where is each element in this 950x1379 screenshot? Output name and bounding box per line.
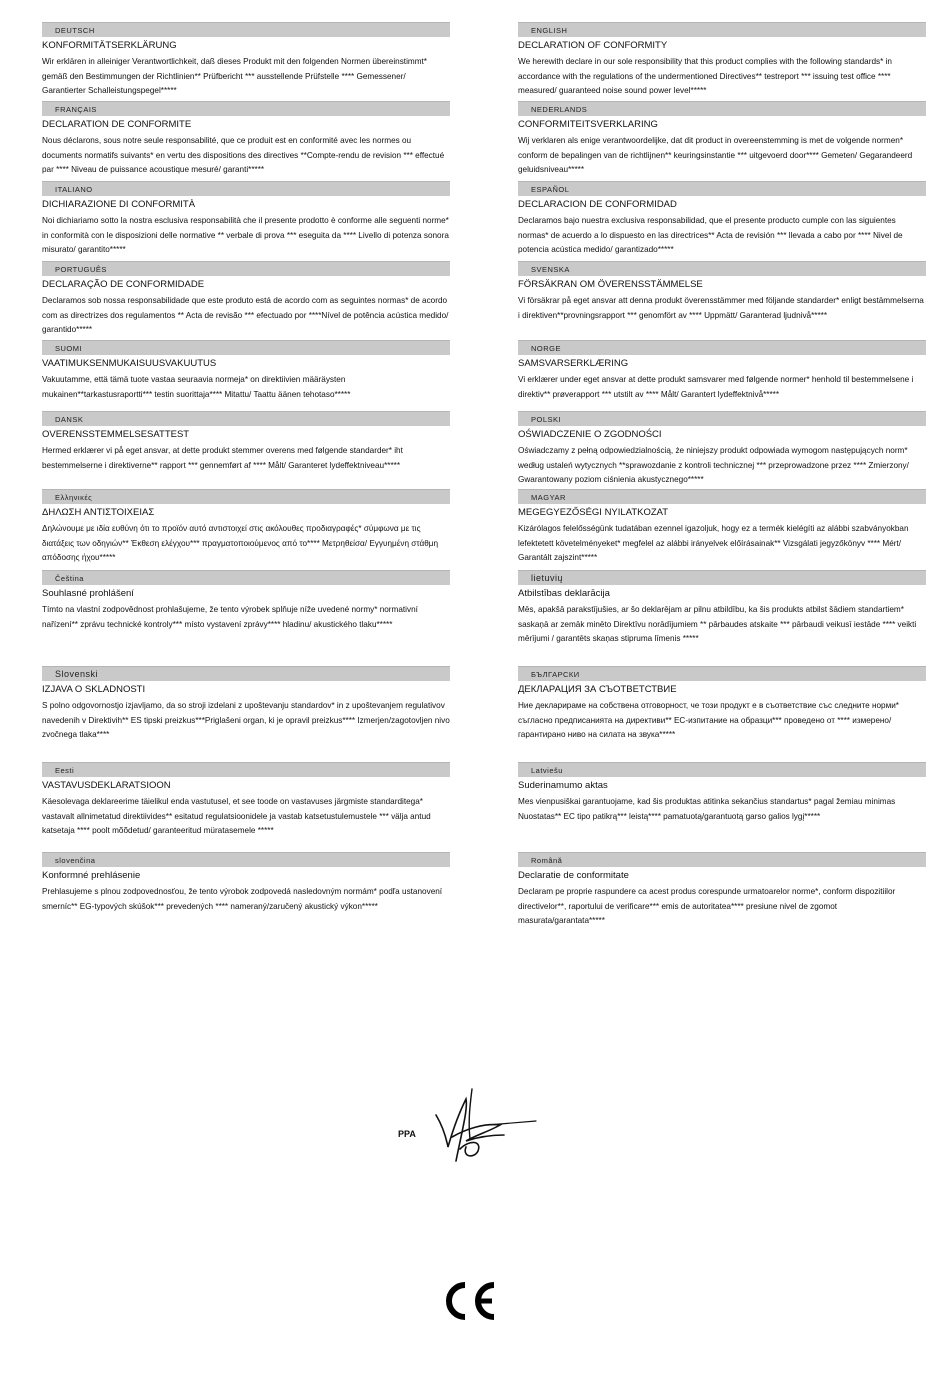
section-title: VAATIMUKSENMUKAISUUSVAKUUTUS <box>42 358 217 369</box>
section-header: NORGE <box>518 340 926 355</box>
section-espanol <box>518 181 926 258</box>
section-header: Slovenski <box>42 666 450 681</box>
section-deutsch <box>42 22 450 99</box>
section-title: DECLARATION DE CONFORMITE <box>42 119 192 130</box>
section-title: Declaratie de conformitate <box>518 870 629 881</box>
section-text: Declaram pe proprie raspundere ca acest produs corespunde urmatoarelor norme*, conform dispozitiilor directivelor**, raportului de verificare*** emis de autoritatea**** presiune nivel de zgomot masurata/garantata***** <box>518 887 896 925</box>
section-norge <box>518 340 926 402</box>
section-title: KONFORMITÄTSERKLÄRUNG <box>42 40 177 51</box>
section-latviesu <box>518 762 926 824</box>
section-text: Prehlasujeme s plnou zodpovednosťou, že tento výrobok zodpovedá nasledovným normám* podľa ustanovení smerníc** EG-typových skúšok*** prevedených **** nameraný/zaručený akustický výkon***** <box>42 887 443 911</box>
section-bulgarski <box>518 666 926 743</box>
section-text: Tímto na vlastní zodpovědnost prohlašujeme, že tento výrobek splňuje níže uvedené normy* normativní nařízení** zprávu technické kontroly*** místo vystavení zprávy**** hladinu/ akustického tlaku***** <box>42 605 418 629</box>
section-ellinika <box>42 489 450 566</box>
section-title: Suderinamumo aktas <box>518 780 608 791</box>
section-francais <box>42 101 450 178</box>
section-text: Käesolevaga deklareerime täielikul enda vastutusel, et see toode on vastavuses järgmiste standarditega* vastavalt allnimetatud direktiivides** esitatud regulatsioonidele ja vastab katsetustulemustele *** välja antud katsetaja **** poolt mõõdetud/ garanteeritud müratasemele ***** <box>42 797 431 835</box>
section-suomi <box>42 340 450 402</box>
section-romana <box>518 852 926 929</box>
section-title: ΔΗΛΩΣΗ ΑΝΤΙΣΤΟΙΧΕΙΑΣ <box>42 507 155 518</box>
section-text: Hermed erklærer vi på eget ansvar, at dette produkt stemmer overens med følgende standarder* iht bestemmelserne i direktiverne** rapport *** gennemført af **** Målt/ Garanteret lydeffektniveau***** <box>42 446 403 470</box>
section-slovenski <box>42 666 450 743</box>
section-title: OVERENSSTEMMELSESATTEST <box>42 429 190 440</box>
section-title: Atbilstības deklarācija <box>518 588 610 599</box>
section-header: MAGYAR <box>518 489 926 504</box>
section-header: ENGLISH <box>518 22 926 37</box>
section-title: MEGEGYEZŐSÉGI NYILATKOZAT <box>518 507 669 518</box>
section-text: Wir erklären in alleiniger Verantwortlichkeit, daß dieses Produkt mit den folgenden Normen übereinstimmt* gemäß den Bestimmungen der Richtlinien** Prüfbericht *** ausstellende Prüfstelle **** Gemessener/ Garantierter Schalleistungspegel***** <box>42 57 427 95</box>
section-svenska <box>518 261 926 323</box>
section-header: Română <box>518 852 926 867</box>
section-polski <box>518 411 926 488</box>
section-title: DECLARAÇÃO DE CONFORMIDADE <box>42 279 205 290</box>
section-text: Noi dichiariamo sotto la nostra esclusiva responsabilità che il presente prodotto è conforme alle seguenti norme* in conformità con le disposizioni delle normative ** verbale di prova *** eseguita da **** Livello di potenza sonora misurato/ garantito***** <box>42 216 449 254</box>
section-header: PORTUGUÊS <box>42 261 450 276</box>
section-text: We herewith declare in our sole responsibility that this product complies with the following standards* in accordance with the regulations of the undermentioned Directives** testreport *** issuing test office **** measured/ guaranteed noise sound power level***** <box>518 57 892 95</box>
signature <box>396 1085 540 1165</box>
section-text: Declaramos sob nossa responsabilidade que este produto está de acordo com as seguintes normas* de acordo com as directrizes dos regulamentos ** Acta de revisão *** efectuado por ****Nível de potência acústica medido/ garantido***** <box>42 296 449 334</box>
section-header: ITALIANO <box>42 181 450 196</box>
section-text: S polno odgovornostjo izjavljamo, da so stroji izdelani z upoštevanju standardov* in z upoštevanjem regulativov navedenih v Direktivih** ES tipski preizkus***Priglašeni organ, ki je opravil preizkus**** Izmerjen/zagotovljen nivo zvočnega tlaka**** <box>42 701 450 739</box>
section-slovencina <box>42 852 450 914</box>
section-dansk <box>42 411 450 473</box>
section-text: Ние декларираме на собствена отговорност, че този продукт е в съответствие със следните норми* съгласно предписанията на директиви** ЕС-изпитание на образци*** проведено от **** измерено/ гарантирано ниво на силата на звука***** <box>518 701 899 739</box>
section-header: DANSK <box>42 411 450 426</box>
section-nederlands <box>518 101 926 178</box>
section-text: Nous déclarons, sous notre seule responsabilité, que ce produit est en conformité avec les normes ou documents normatifs suivants* en vertu des dispositions des directives **Compte-rendu de revision *** effectué par **** Niveau de puissance acoustique mesuré/ garanti***** <box>42 136 445 174</box>
section-header: slovenčina <box>42 852 450 867</box>
section-text: Kizárólagos felelősségünk tudatában ezennel igazoljuk, hogy ez a termék kielégíti az alábbi szabványokban lefektetett követelményeket* megfelel az alábbi irányelvek előírásainak** Vizsgálati jegyzőkönyv **** Mért/ Garantált zajszint***** <box>518 524 909 562</box>
section-header: lietuvių <box>518 570 926 585</box>
section-magyar <box>518 489 926 566</box>
section-italiano <box>42 181 450 258</box>
section-title: SAMSVARSERKLÆRING <box>518 358 629 369</box>
ce-mark <box>442 1280 500 1322</box>
section-header: Latviešu <box>518 762 926 777</box>
section-header: FRANÇAIS <box>42 101 450 116</box>
section-title: DICHIARAZIONE DI CONFORMITÀ <box>42 199 196 210</box>
section-text: Δηλώνουμε με ιδία ευθύνη ότι το προϊόν αυτό αντιστοιχεί στις ακόλουθες προδιαγραφές* σύμφωνα με τις διατάξεις των οδηγιών** Έκθεση ελέγχου*** πραγματοποιούμενος από το**** Μετρηθείσα/ Εγγυημένη στάθμη απόδοσης ήχου***** <box>42 524 439 562</box>
section-header: Eesti <box>42 762 450 777</box>
signature-prefix: PPA <box>398 1129 416 1139</box>
section-text: Vi försäkrar på eget ansvar att denna produkt överensstämmer med följande standarder* enligt bestämmelserna i direktiven**provningsrapport *** genomfört av **** Uppmätt/ Garanterad ljudnivå***** <box>518 296 924 320</box>
section-header: ESPAÑOL <box>518 181 926 196</box>
section-cestina <box>42 570 450 632</box>
section-portugues <box>42 261 450 338</box>
section-text: Oświadczamy z pełną odpowiedzialnością, że niniejszy produkt odpowiada wymogom następujących norm* według ustaleń wytycznych **sprawozdanie z kontroli technicznej *** przeprowadzone przez **** Zmierzony/ Gwarantowany poziom ciśnienia akustycznego***** <box>518 446 909 484</box>
section-header: Ελληνικές <box>42 489 450 504</box>
section-text: Wij verklaren als enige verantwoordelijke, dat dit product in overeenstemming is met de volgende normen* conform de bepalingen van de richtlijnen** keuringsinstantie *** uitgevoerd door**** Gemeten/ Gegarandeerd geluidsniveau***** <box>518 136 913 174</box>
section-title: DECLARATION OF CONFORMITY <box>518 40 668 51</box>
section-title: VASTAVUSDEKLARATSIOON <box>42 780 171 791</box>
section-title: Konformné prehlásenie <box>42 870 141 881</box>
section-title: ДЕКЛАРАЦИЯ ЗА СЪОТВЕТСТВИЕ <box>518 684 677 695</box>
section-header: SUOMI <box>42 340 450 355</box>
section-header: Čeština <box>42 570 450 585</box>
section-header: POLSKI <box>518 411 926 426</box>
section-text: Vakuutamme, että tämä tuote vastaa seuraavia normeja* on direktiivien määräysten mukainen**tarkastusraportti*** testin suorittaja**** Mitattu/ Taattu äänen tehotaso***** <box>42 375 351 399</box>
section-title: FÖRSÄKRAN OM ÖVERENSSTÄMMELSE <box>518 279 703 290</box>
section-eesti <box>42 762 450 839</box>
section-header: SVENSKA <box>518 261 926 276</box>
section-header: DEUTSCH <box>42 22 450 37</box>
section-title: OŚWIADCZENIE O ZGODNOŚCI <box>518 429 662 440</box>
section-text: Mes vienpusiškai garantuojame, kad šis produktas atitinka sekančius standartus* pagal žemiau minimas Nuostatas** EC tipo patikrą*** leistą**** pamatuotą/garantuotą garso galios lygį***** <box>518 797 896 821</box>
section-title: CONFORMITEITSVERKLARING <box>518 119 658 130</box>
section-title: DECLARACION DE CONFORMIDAD <box>518 199 677 210</box>
section-text: Mēs, apakšā parakstījušies, ar šo deklarējam ar pilnu atbildību, ka šis produkts atbilst šādiem standartiem* saskaņā ar zemāk minēto Direktīvu norādījumiem ** pārbaudes atskaite *** pārbaudi veikusī iestāde **** veikti mērījumi / garantēts skaņas stipruma līmenis ***** <box>518 605 917 643</box>
section-lietuviu <box>518 570 926 647</box>
section-text: Declaramos bajo nuestra exclusiva responsabilidad, que el presente producto cumple con las siguientes normas* de acuerdo a lo dispuesto en las directrices** Acta de revisión *** llevada a cabo por **** Nivel de potencia acústica medido/ garantizado***** <box>518 216 903 254</box>
section-header: NEDERLANDS <box>518 101 926 116</box>
section-title: IZJAVA O SKLADNOSTI <box>42 684 146 695</box>
section-title: Souhlasné prohlášení <box>42 588 134 599</box>
section-header: БЪЛГАРСКИ <box>518 666 926 681</box>
section-text: Vi erklærer under eget ansvar at dette produkt samsvarer med følgende normer* henhold til bestemmelsene i direktiv** prøverapport *** utstilt av **** Målt/ Garantert lydeffektnivå***** <box>518 375 914 399</box>
section-english <box>518 22 926 99</box>
